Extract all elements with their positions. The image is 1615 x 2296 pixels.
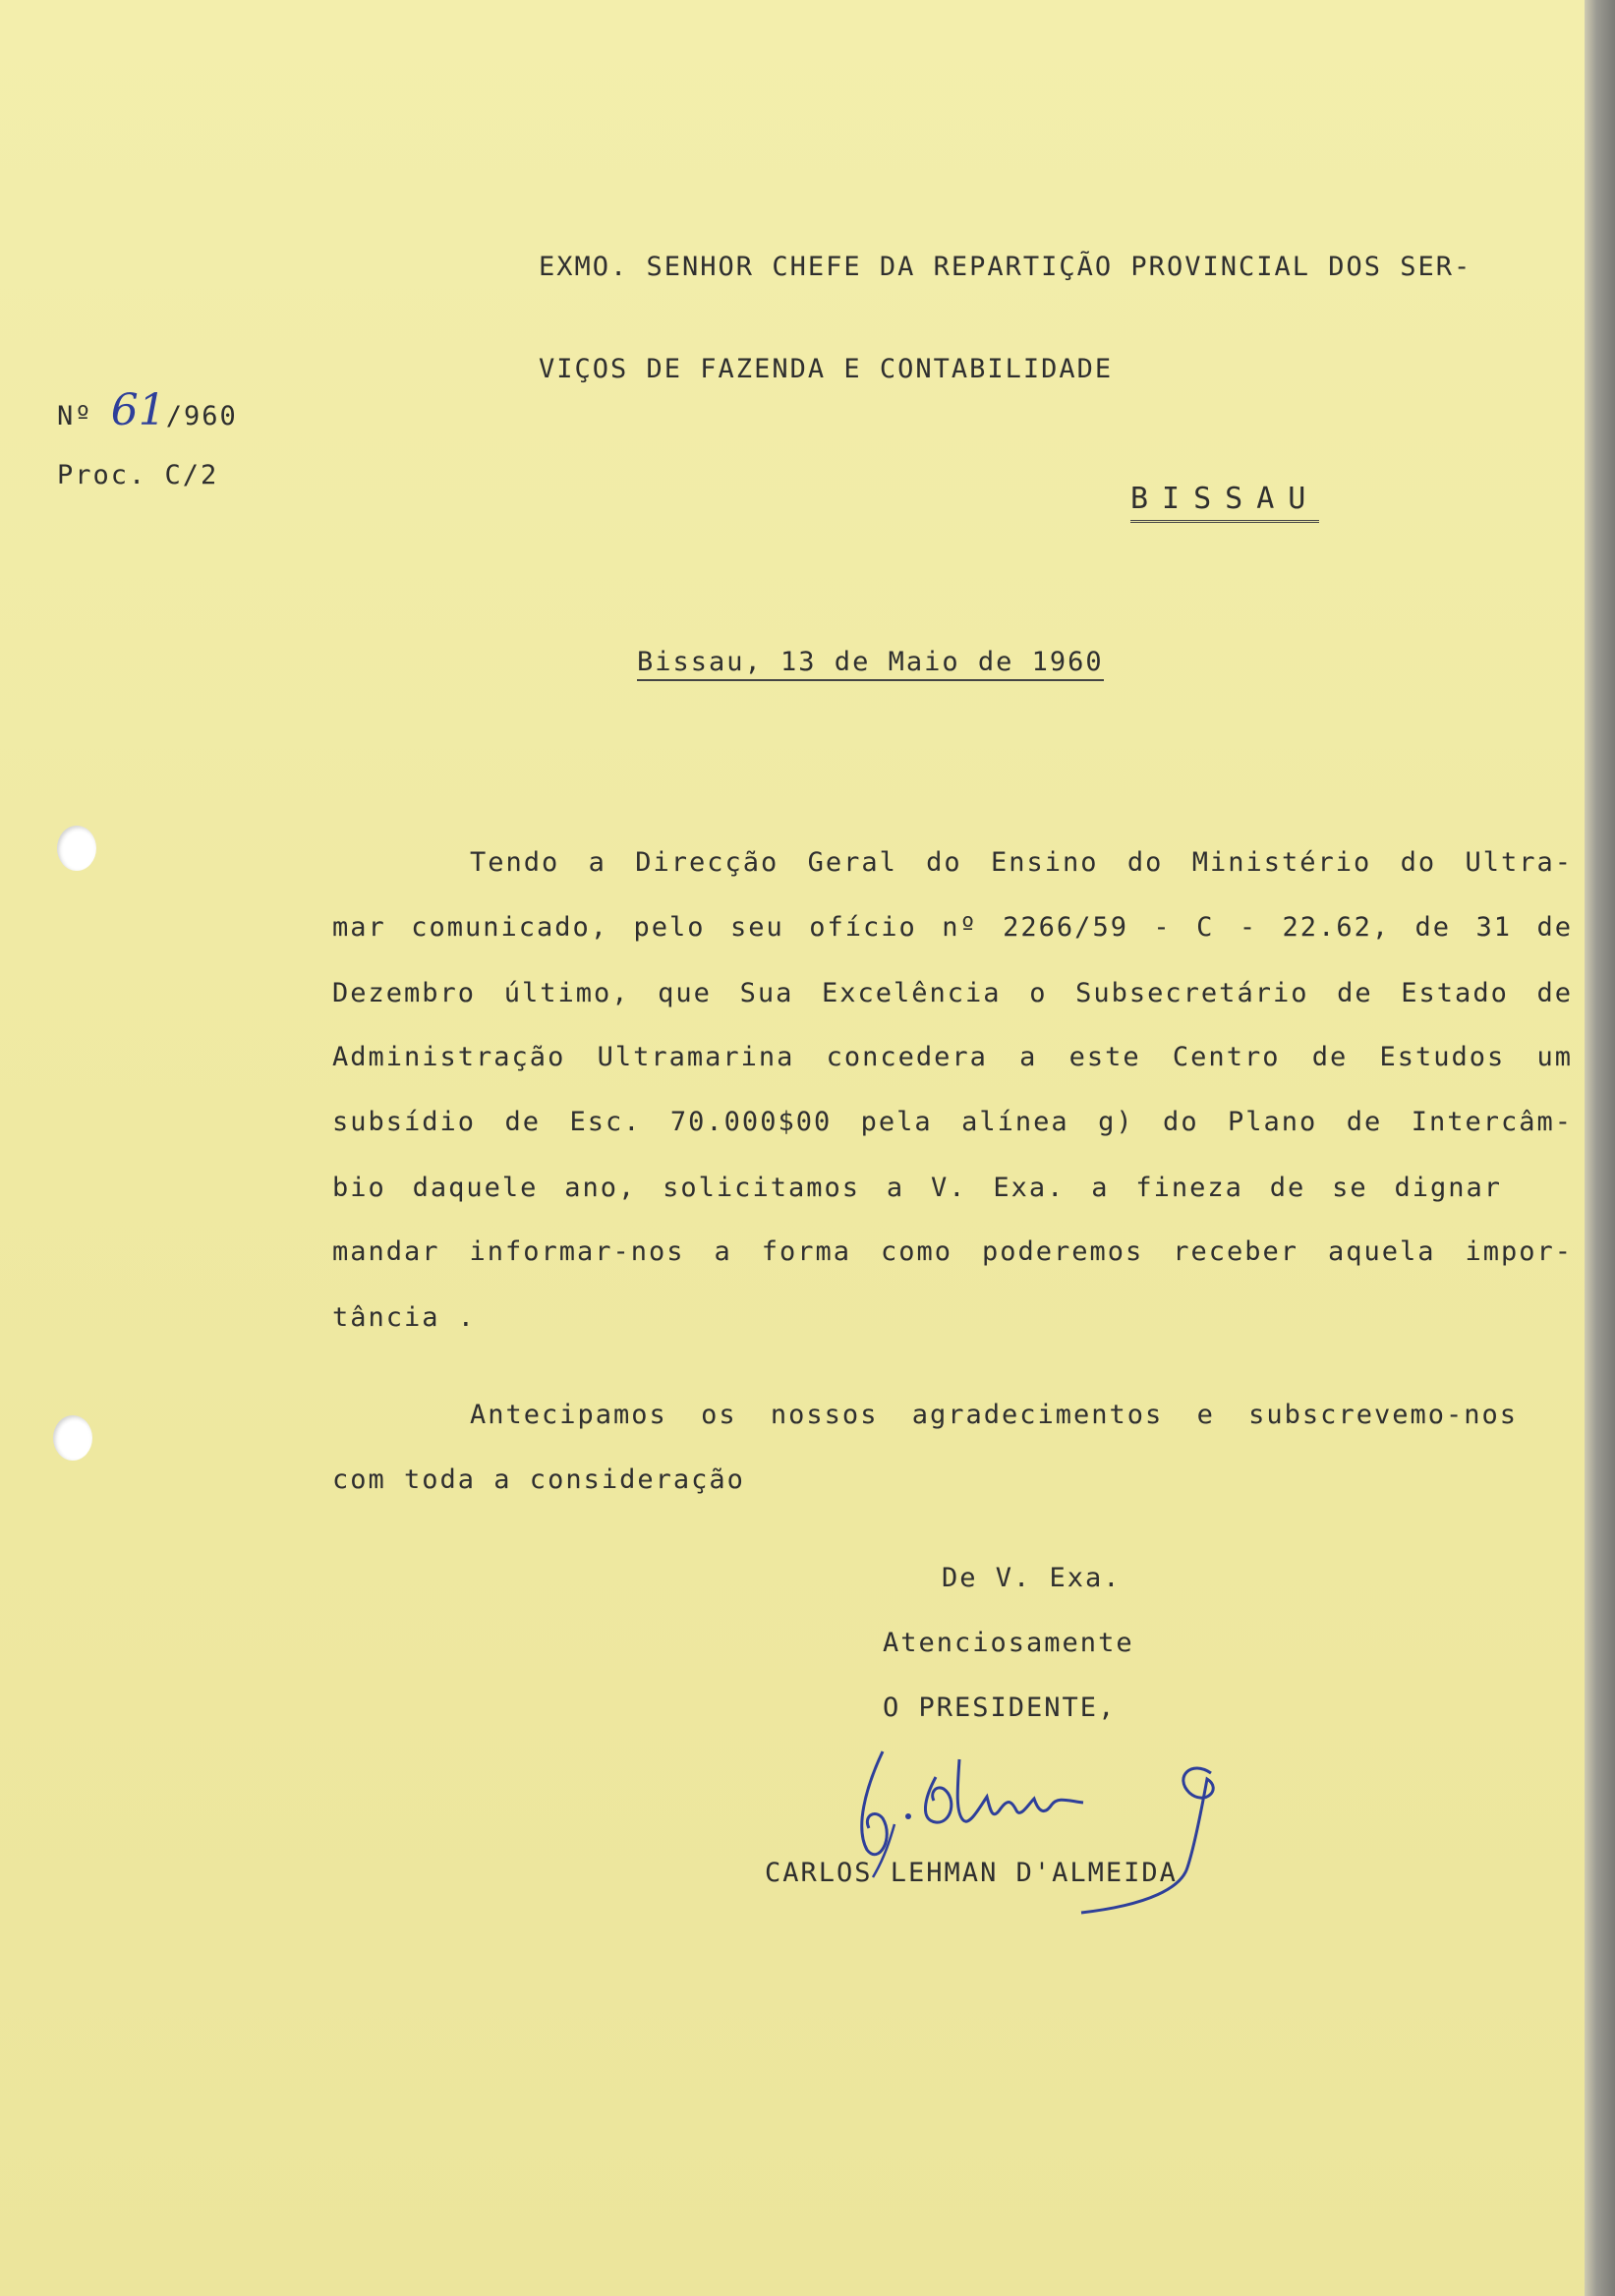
city-heading: BISSAU [1130, 482, 1319, 523]
body-line-3: Dezembro último, que Sua Excelência o Subsecretário de Estado de [332, 978, 1573, 1008]
reference-year: /960 [165, 401, 238, 431]
salutation: De V. Exa. [942, 1563, 1122, 1593]
paper-edge-shadow [1585, 0, 1615, 2296]
reference-prefix: Nº [57, 401, 93, 431]
body-line-8: tância . [332, 1302, 477, 1333]
body-line-4: Administração Ultramarina concedera a este Centro de Estudos um [332, 1042, 1573, 1072]
addressee-line-2: VIÇOS DE FAZENDA E CONTABILIDADE [539, 354, 1114, 384]
reference-number [57, 385, 238, 435]
signatory-title: O PRESIDENTE, [883, 1693, 1117, 1723]
valediction: Atenciosamente [883, 1628, 1134, 1658]
process-code: Proc. C/2 [57, 460, 219, 490]
punch-hole-top [57, 826, 96, 871]
body-line-2: mar comunicado, pelo seu ofício nº 2266/59 - C - 22.62, de 31 de [332, 912, 1573, 943]
reference-handwritten-number: 61 [110, 385, 166, 435]
closing-line-1: Antecipamos os nossos agradecimentos e subscrevemo-nos [470, 1400, 1518, 1430]
place-date: Bissau, 13 de Maio de 1960 [637, 647, 1104, 681]
handwritten-signature [826, 1740, 1288, 1917]
body-line-5: subsídio de Esc. 70.000$00 pela alínea g) do Plano de Intercâm- [332, 1107, 1573, 1137]
punch-hole-bottom [53, 1415, 92, 1461]
signatory-name: CARLOS LEHMAN D'ALMEIDA [765, 1858, 1178, 1888]
body-line-6: bio daquele ano, solicitamos a V. Exa. a fineza de se dignar [332, 1173, 1502, 1203]
closing-line-2: com toda a consideração [332, 1464, 745, 1495]
addressee-line-1: EXMO. SENHOR CHEFE DA REPARTIÇÃO PROVINCIAL DOS SER- [539, 252, 1472, 282]
body-line-7: mandar informar-nos a forma como poderemos receber aquela impor- [332, 1236, 1573, 1267]
body-line-1: Tendo a Direcção Geral do Ensino do Ministério do Ultra- [470, 847, 1573, 878]
